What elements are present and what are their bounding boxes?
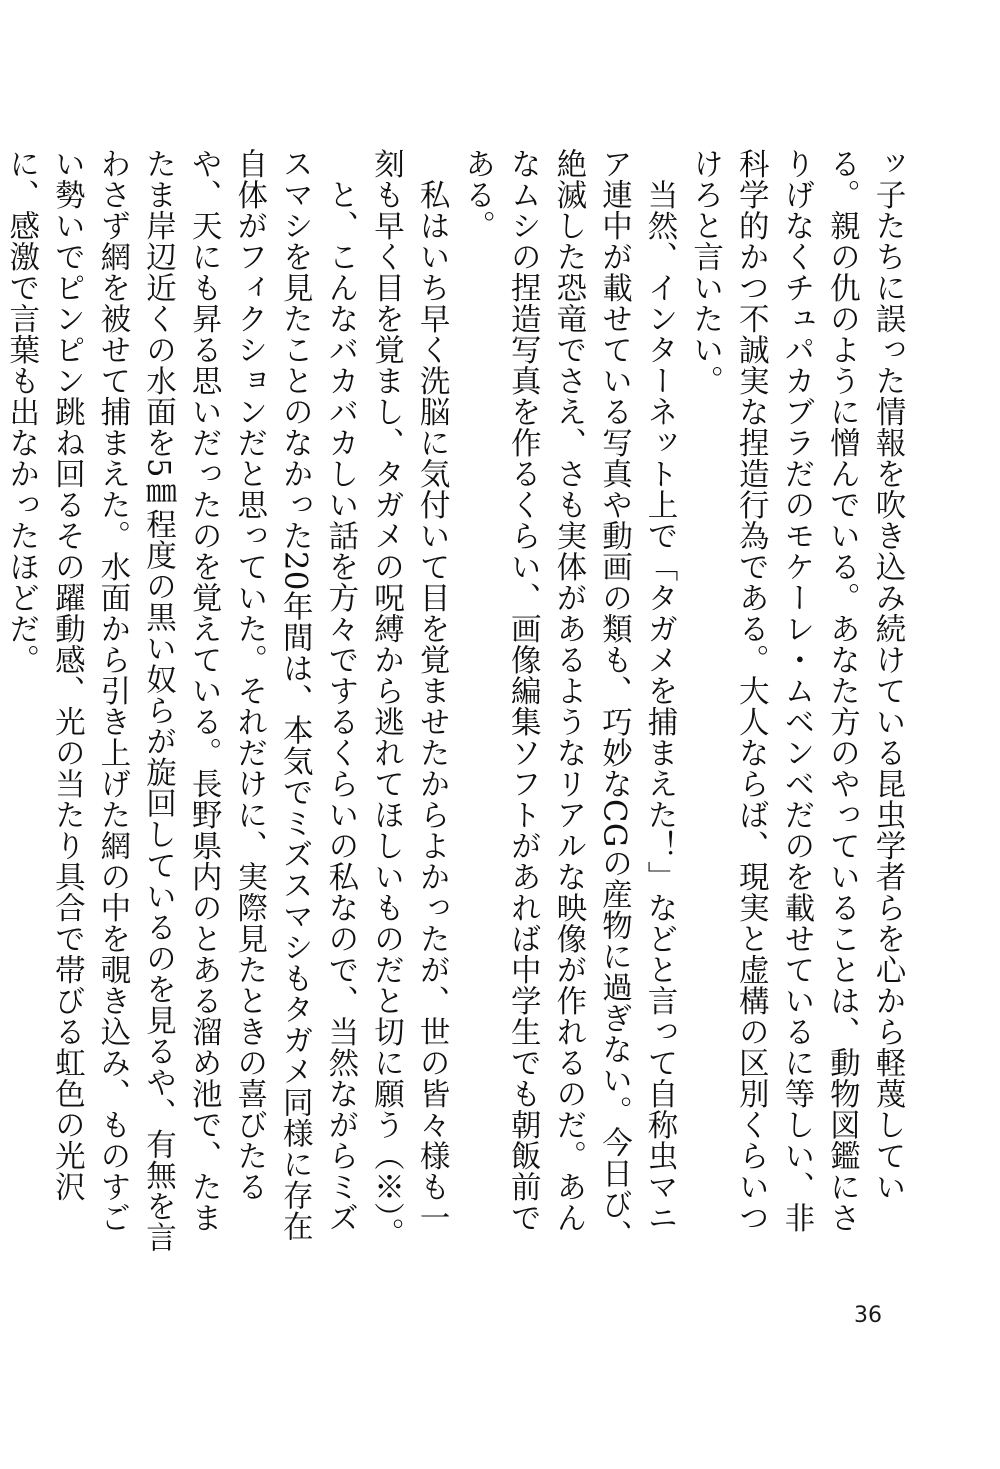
paragraph-3: 私はいち早く洗脳に気付いて目を覚ませたからよかったが、世の皆々様も一刻も早く目を覚まし、タガメの呪縛から逃れてほしいものだと切に願う（※）。	[368, 148, 450, 1249]
vertical-body-text	[3, 148, 910, 1258]
page-number: 36	[854, 1303, 882, 1328]
paragraph-2: 当然、インターネット上で「タガメを捕まえた！」などと言って自称虫マニア連中が載せている写真や動画の類も、巧妙なCGの産物に過ぎない。今日び、絶滅した恐竜でさえ、さも実体があるようなリアルな映像が作れるのだ。あんなムシの捏造写真を作るくらい、画像編集ソフトがあれば中学生でも朝飯前である。	[459, 148, 678, 1251]
paragraph-1: ッ子たちに誤った情報を吹き込み続けている昆虫学者らを心から軽蔑している。親の仇のように憎んでいる。あなた方のやっていることは、動物図鑑にさりげなくチュパカブラだのモケーレ・ムベンベだのを載せているに等しい、非科学的かつ不誠実な捏造行為である。大人ならば、現実と虚構の区別くらいつけろと言いたい。	[687, 148, 905, 1233]
paragraph-4: と、こんなバカバカしい話を方々でするくらいの私なので、当然ながらミズスマシを見たことのなかった20年間は、本気でミズスマシもタガメ同様に存在自体がフィクションだと思っていた。それだけに、実際見たときの喜びたるや、天にも昇る思いだったのを覚えている。長野県内のとある溜め池で、たまたま岸辺近くの水面を5㎜程度の黒い奴らが旋回しているのを見るや、有無を言わさず網を被せて捕まえた。水面から引き上げた網の中を覗き込み、ものすごい勢いでピンピン跳ね回るその躍動感、光の当たり具合で帯びる虹色の光沢に、感激で言葉も出なかったほどだ。	[3, 148, 358, 1253]
